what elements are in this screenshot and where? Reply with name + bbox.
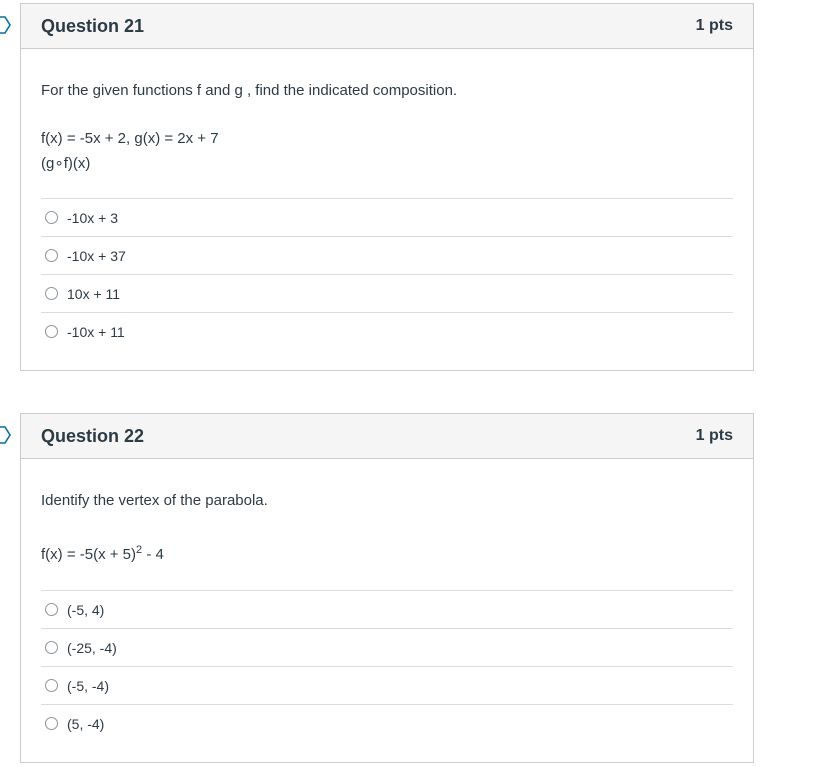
radio-button[interactable]	[45, 603, 58, 616]
radio-button[interactable]	[45, 287, 58, 300]
answer-option[interactable]	[41, 312, 733, 350]
answer-label: (-5, -4)	[67, 677, 109, 694]
composition-expression: (g∘f)(x)	[41, 155, 91, 172]
question-prompt: Identify the vertex of the parabola.	[41, 492, 268, 509]
answer-label: -10x + 11	[67, 323, 125, 340]
question-header	[21, 4, 753, 49]
radio-button[interactable]	[45, 211, 58, 224]
answer-label: -10x + 37	[67, 247, 126, 264]
formula-exponent: 2	[136, 544, 143, 556]
question-points: 1 pts	[695, 427, 733, 444]
answer-option[interactable]	[41, 590, 733, 628]
answer-list	[41, 590, 733, 742]
answer-label: 10x + 11	[67, 285, 121, 302]
answer-list	[41, 198, 733, 350]
formula-tail: - 4	[142, 546, 164, 563]
answer-option[interactable]	[41, 274, 733, 312]
answer-option[interactable]	[41, 704, 733, 742]
question-flag-icon[interactable]	[0, 426, 11, 444]
radio-button[interactable]	[45, 249, 58, 262]
answer-option[interactable]	[41, 628, 733, 666]
question-flag-icon[interactable]	[0, 16, 11, 34]
question-title: Question 21	[41, 15, 145, 36]
radio-button[interactable]	[45, 641, 58, 654]
radio-button[interactable]	[45, 717, 58, 730]
radio-button[interactable]	[45, 325, 58, 338]
question-prompt: For the given functions f and g , find the indicated composition.	[41, 82, 458, 99]
question-21-card	[20, 3, 754, 371]
answer-label: (-5, 4)	[67, 601, 105, 618]
answer-label: -10x + 3	[67, 209, 118, 226]
question-22-card	[20, 413, 754, 763]
radio-button[interactable]	[45, 679, 58, 692]
answer-label: (-25, -4)	[67, 639, 117, 656]
question-points: 1 pts	[695, 17, 733, 34]
parabola-formula	[41, 544, 164, 563]
answer-option[interactable]	[41, 666, 733, 704]
question-title: Question 22	[41, 425, 145, 446]
answer-option[interactable]	[41, 236, 733, 274]
answer-label: (5, -4)	[67, 715, 105, 732]
question-header	[21, 414, 753, 459]
function-definitions: f(x) = -5x + 2, g(x) = 2x + 7	[41, 130, 219, 147]
formula-base: f(x) = -5(x + 5)	[41, 546, 137, 563]
answer-option[interactable]	[41, 198, 733, 236]
